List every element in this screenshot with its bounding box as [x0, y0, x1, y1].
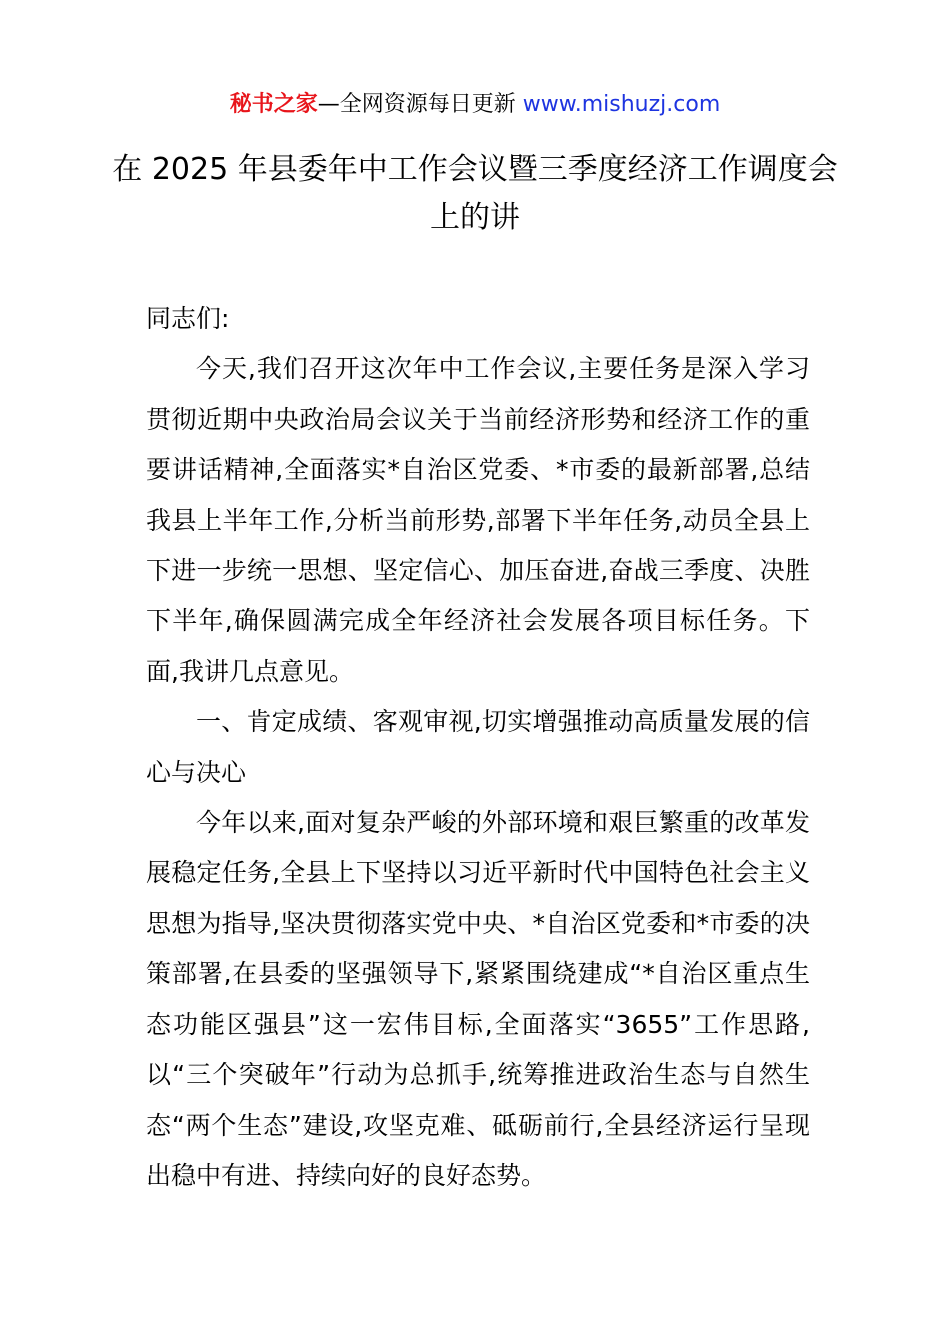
document-body	[146, 294, 810, 1201]
site-banner	[0, 88, 950, 122]
section-heading: 一、肯定成绩、客观审视,切实增强推动高质量发展的信心与决心	[146, 707, 810, 787]
banner-brand: 秘书之家	[229, 92, 318, 117]
paragraph-body: 今年以来,面对复杂严峻的外部环境和艰巨繁重的改革发展稳定任务,全县上下坚持以习近平新时代中国特色社会主义思想为指导,坚决贯彻落实党中央、*自治区党委和*市委的决策部署,在县委的坚强领导下,紧紧围绕建成“*自治区重点生态功能区强县”这一宏伟目标,全面落实“3655”工作思路,以“三个突破年”行动为总抓手,统筹推进政治生态与自然生态“两个生态”建设,攻坚克难、砥砺前行,全县经济运行呈现出稳中有进、持续向好的良好态势。	[146, 808, 810, 1190]
paragraph-intro: 今天,我们召开这次年中工作会议,主要任务是深入学习贯彻近期中央政治局会议关于当前经济形势和经济工作的重要讲话精神,全面落实*自治区党委、*市委的最新部署,总结我县上半年工作,分析当前形势,部署下半年任务,动员全县上下进一步统一思想、坚定信心、加压奋进,奋战三季度、决胜下半年,确保圆满完成全年经济社会发展各项目标任务。下面,我讲几点意见。	[146, 354, 810, 686]
banner-tagline: —全网资源每日更新	[317, 92, 523, 117]
salutation: 同志们:	[146, 304, 230, 333]
document-title: 在 2025 年县委年中工作会议暨三季度经济工作调度会上的讲	[112, 152, 838, 235]
banner-url-link[interactable]: www.mishuzj.com	[522, 92, 721, 117]
